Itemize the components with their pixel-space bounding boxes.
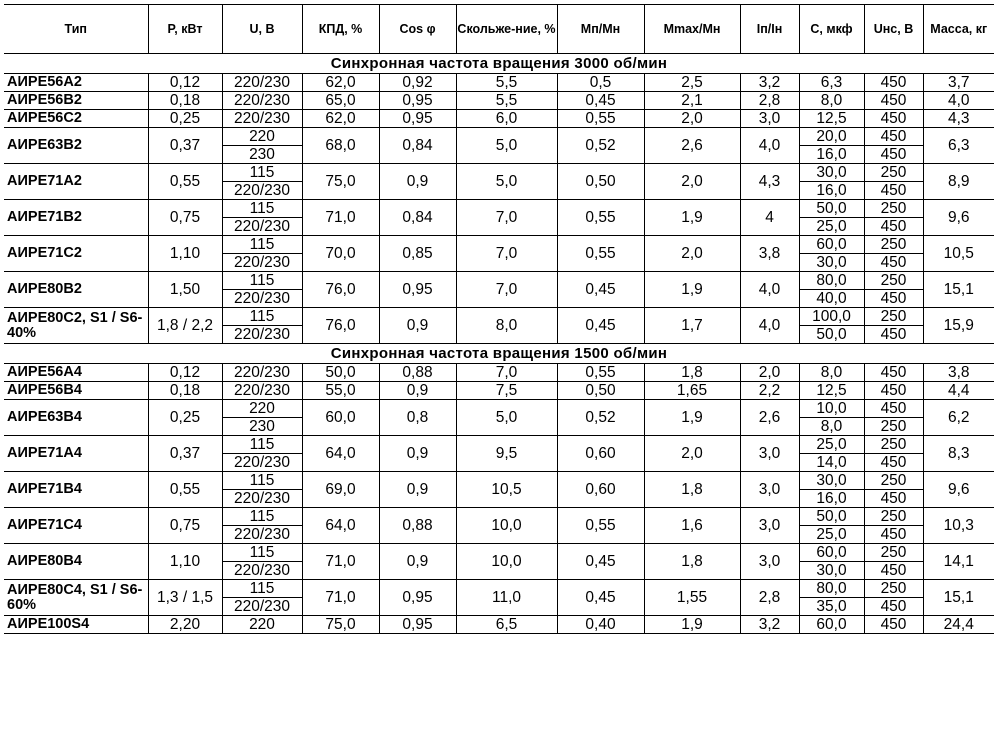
capacitance-value: 60,0 bbox=[799, 544, 864, 562]
mass-value: 10,3 bbox=[923, 508, 994, 544]
max-torque-value: 1,8 bbox=[644, 364, 740, 382]
mass-value: 24,4 bbox=[923, 616, 994, 634]
efficiency-value: 76,0 bbox=[302, 308, 379, 344]
start-current-value: 3,2 bbox=[740, 74, 799, 92]
voltage-value: 220/230 bbox=[222, 454, 302, 472]
capacitance-value: 6,3 bbox=[799, 74, 864, 92]
cap-voltage-value: 450 bbox=[864, 290, 923, 308]
voltage-value: 115 bbox=[222, 580, 302, 598]
start-current-value: 2,2 bbox=[740, 382, 799, 400]
cap-voltage-value: 250 bbox=[864, 580, 923, 598]
voltage-value: 115 bbox=[222, 236, 302, 254]
voltage-value: 220/230 bbox=[222, 254, 302, 272]
slip-value: 8,0 bbox=[456, 308, 557, 344]
capacitance-value: 10,0 bbox=[799, 400, 864, 418]
cap-voltage-value: 250 bbox=[864, 200, 923, 218]
mass-value: 15,9 bbox=[923, 308, 994, 344]
table-row bbox=[4, 164, 994, 182]
start-torque-value: 0,60 bbox=[557, 472, 644, 508]
power-value: 0,12 bbox=[148, 364, 222, 382]
cos-value: 0,9 bbox=[379, 436, 456, 472]
motor-type: АИРЕ56В4 bbox=[4, 382, 148, 400]
motor-type: АИРЕ63В2 bbox=[4, 128, 148, 164]
capacitance-value: 14,0 bbox=[799, 454, 864, 472]
capacitance-value: 30,0 bbox=[799, 164, 864, 182]
voltage-value: 115 bbox=[222, 472, 302, 490]
start-current-value: 2,8 bbox=[740, 92, 799, 110]
table-row bbox=[4, 580, 994, 598]
efficiency-value: 50,0 bbox=[302, 364, 379, 382]
efficiency-value: 75,0 bbox=[302, 616, 379, 634]
max-torque-value: 2,1 bbox=[644, 92, 740, 110]
start-torque-value: 0,45 bbox=[557, 580, 644, 616]
start-current-value: 4,3 bbox=[740, 164, 799, 200]
start-current-value: 3,0 bbox=[740, 472, 799, 508]
start-torque-value: 0,5 bbox=[557, 74, 644, 92]
motor-type: АИРЕ80С4, S1 / S6-60% bbox=[4, 580, 148, 616]
voltage-value: 115 bbox=[222, 272, 302, 290]
slip-value: 7,0 bbox=[456, 364, 557, 382]
cos-value: 0,9 bbox=[379, 308, 456, 344]
power-value: 0,12 bbox=[148, 74, 222, 92]
slip-value: 7,0 bbox=[456, 200, 557, 236]
mass-value: 15,1 bbox=[923, 272, 994, 308]
mass-value: 3,7 bbox=[923, 74, 994, 92]
table-body bbox=[4, 54, 994, 634]
motor-type: АИРЕ71В2 bbox=[4, 200, 148, 236]
cos-value: 0,95 bbox=[379, 110, 456, 128]
slip-value: 6,5 bbox=[456, 616, 557, 634]
start-torque-value: 0,50 bbox=[557, 382, 644, 400]
power-value: 0,37 bbox=[148, 128, 222, 164]
slip-value: 7,5 bbox=[456, 382, 557, 400]
start-current-value: 3,8 bbox=[740, 236, 799, 272]
start-current-value: 2,0 bbox=[740, 364, 799, 382]
max-torque-value: 2,5 bbox=[644, 74, 740, 92]
max-torque-value: 2,0 bbox=[644, 236, 740, 272]
voltage-value: 220/230 bbox=[222, 562, 302, 580]
voltage-value: 220 bbox=[222, 128, 302, 146]
cap-voltage-value: 450 bbox=[864, 598, 923, 616]
table-row bbox=[4, 272, 994, 290]
max-torque-value: 1,9 bbox=[644, 616, 740, 634]
motor-type: АИРЕ56В2 bbox=[4, 92, 148, 110]
mass-value: 8,9 bbox=[923, 164, 994, 200]
voltage-value: 230 bbox=[222, 418, 302, 436]
capacitance-value: 30,0 bbox=[799, 562, 864, 580]
capacitance-value: 80,0 bbox=[799, 272, 864, 290]
motor-type: АИРЕ56А4 bbox=[4, 364, 148, 382]
start-torque-value: 0,45 bbox=[557, 308, 644, 344]
efficiency-value: 64,0 bbox=[302, 436, 379, 472]
table-row bbox=[4, 128, 994, 146]
start-current-value: 4,0 bbox=[740, 128, 799, 164]
cos-value: 0,9 bbox=[379, 544, 456, 580]
cap-voltage-value: 250 bbox=[864, 236, 923, 254]
cos-value: 0,84 bbox=[379, 128, 456, 164]
capacitance-value: 8,0 bbox=[799, 418, 864, 436]
mass-value: 9,6 bbox=[923, 200, 994, 236]
max-torque-value: 1,9 bbox=[644, 272, 740, 308]
power-value: 0,37 bbox=[148, 436, 222, 472]
voltage-value: 220/230 bbox=[222, 326, 302, 344]
max-torque-value: 2,0 bbox=[644, 164, 740, 200]
capacitance-value: 80,0 bbox=[799, 580, 864, 598]
voltage-value: 115 bbox=[222, 200, 302, 218]
header-cap-voltage: Uнс, В bbox=[864, 5, 923, 54]
slip-value: 10,0 bbox=[456, 508, 557, 544]
motor-type: АИРЕ56А2 bbox=[4, 74, 148, 92]
capacitance-value: 50,0 bbox=[799, 508, 864, 526]
start-torque-value: 0,52 bbox=[557, 128, 644, 164]
cos-value: 0,95 bbox=[379, 92, 456, 110]
motor-type: АИРЕ80С2, S1 / S6-40% bbox=[4, 308, 148, 344]
voltage-value: 115 bbox=[222, 164, 302, 182]
efficiency-value: 69,0 bbox=[302, 472, 379, 508]
cap-voltage-value: 450 bbox=[864, 562, 923, 580]
slip-value: 7,0 bbox=[456, 236, 557, 272]
voltage-value: 115 bbox=[222, 436, 302, 454]
cap-voltage-value: 250 bbox=[864, 272, 923, 290]
power-value: 0,55 bbox=[148, 472, 222, 508]
slip-value: 5,0 bbox=[456, 400, 557, 436]
motor-type: АИРЕ71С4 bbox=[4, 508, 148, 544]
motor-type: АИРЕ100S4 bbox=[4, 616, 148, 634]
voltage-value: 220/230 bbox=[222, 74, 302, 92]
cos-value: 0,9 bbox=[379, 164, 456, 200]
cap-voltage-value: 450 bbox=[864, 254, 923, 272]
cap-voltage-value: 250 bbox=[864, 308, 923, 326]
capacitance-value: 30,0 bbox=[799, 472, 864, 490]
cos-value: 0,85 bbox=[379, 236, 456, 272]
slip-value: 11,0 bbox=[456, 580, 557, 616]
table-row bbox=[4, 200, 994, 218]
capacitance-value: 16,0 bbox=[799, 146, 864, 164]
voltage-value: 220/230 bbox=[222, 364, 302, 382]
table-row bbox=[4, 616, 994, 634]
mass-value: 6,2 bbox=[923, 400, 994, 436]
slip-value: 5,0 bbox=[456, 128, 557, 164]
header-efficiency: КПД, % bbox=[302, 5, 379, 54]
mass-value: 8,3 bbox=[923, 436, 994, 472]
capacitance-value: 25,0 bbox=[799, 218, 864, 236]
mass-value: 4,3 bbox=[923, 110, 994, 128]
header-voltage: U, В bbox=[222, 5, 302, 54]
start-current-value: 4,0 bbox=[740, 272, 799, 308]
cos-value: 0,95 bbox=[379, 580, 456, 616]
cap-voltage-value: 450 bbox=[864, 616, 923, 634]
table-row bbox=[4, 74, 994, 92]
start-torque-value: 0,55 bbox=[557, 200, 644, 236]
start-torque-value: 0,55 bbox=[557, 364, 644, 382]
start-torque-value: 0,50 bbox=[557, 164, 644, 200]
cap-voltage-value: 450 bbox=[864, 182, 923, 200]
power-value: 2,20 bbox=[148, 616, 222, 634]
table-row bbox=[4, 110, 994, 128]
motor-specs-table bbox=[4, 4, 994, 634]
power-value: 0,18 bbox=[148, 92, 222, 110]
header-power: P, кВт bbox=[148, 5, 222, 54]
efficiency-value: 65,0 bbox=[302, 92, 379, 110]
max-torque-value: 1,8 bbox=[644, 472, 740, 508]
mass-value: 3,8 bbox=[923, 364, 994, 382]
cap-voltage-value: 450 bbox=[864, 526, 923, 544]
table-row bbox=[4, 364, 994, 382]
start-torque-value: 0,45 bbox=[557, 272, 644, 308]
capacitance-value: 20,0 bbox=[799, 128, 864, 146]
power-value: 1,50 bbox=[148, 272, 222, 308]
cap-voltage-value: 450 bbox=[864, 326, 923, 344]
capacitance-value: 16,0 bbox=[799, 182, 864, 200]
max-torque-value: 1,6 bbox=[644, 508, 740, 544]
mass-value: 9,6 bbox=[923, 472, 994, 508]
motor-type: АИРЕ56С2 bbox=[4, 110, 148, 128]
header-mass: Масса, кг bbox=[923, 5, 994, 54]
capacitance-value: 12,5 bbox=[799, 110, 864, 128]
max-torque-value: 2,0 bbox=[644, 436, 740, 472]
cap-voltage-value: 450 bbox=[864, 92, 923, 110]
start-torque-value: 0,55 bbox=[557, 236, 644, 272]
capacitance-value: 25,0 bbox=[799, 526, 864, 544]
efficiency-value: 75,0 bbox=[302, 164, 379, 200]
table-row bbox=[4, 92, 994, 110]
start-current-value: 4,0 bbox=[740, 308, 799, 344]
power-value: 0,18 bbox=[148, 382, 222, 400]
start-current-value: 2,6 bbox=[740, 400, 799, 436]
capacitance-value: 50,0 bbox=[799, 200, 864, 218]
efficiency-value: 71,0 bbox=[302, 580, 379, 616]
start-torque-value: 0,45 bbox=[557, 92, 644, 110]
motor-type: АИРЕ80В2 bbox=[4, 272, 148, 308]
header-slip: Скольже-ние, % bbox=[456, 5, 557, 54]
voltage-value: 220 bbox=[222, 400, 302, 418]
capacitance-value: 25,0 bbox=[799, 436, 864, 454]
cap-voltage-value: 450 bbox=[864, 454, 923, 472]
cap-voltage-value: 450 bbox=[864, 490, 923, 508]
cos-value: 0,95 bbox=[379, 272, 456, 308]
table-row bbox=[4, 544, 994, 562]
slip-value: 6,0 bbox=[456, 110, 557, 128]
start-torque-value: 0,45 bbox=[557, 544, 644, 580]
mass-value: 6,3 bbox=[923, 128, 994, 164]
max-torque-value: 2,0 bbox=[644, 110, 740, 128]
start-current-value: 3,0 bbox=[740, 110, 799, 128]
cos-value: 0,88 bbox=[379, 364, 456, 382]
cap-voltage-value: 250 bbox=[864, 544, 923, 562]
max-torque-value: 2,6 bbox=[644, 128, 740, 164]
voltage-value: 220/230 bbox=[222, 598, 302, 616]
power-value: 1,10 bbox=[148, 544, 222, 580]
capacitance-value: 16,0 bbox=[799, 490, 864, 508]
motor-type: АИРЕ71А4 bbox=[4, 436, 148, 472]
header-capacitance: C, мкф bbox=[799, 5, 864, 54]
efficiency-value: 71,0 bbox=[302, 544, 379, 580]
section-title: Синхронная частота вращения 3000 об/мин bbox=[4, 54, 994, 74]
cos-value: 0,9 bbox=[379, 382, 456, 400]
start-current-value: 4 bbox=[740, 200, 799, 236]
table-row bbox=[4, 472, 994, 490]
motor-type: АИРЕ71В4 bbox=[4, 472, 148, 508]
efficiency-value: 62,0 bbox=[302, 74, 379, 92]
start-torque-value: 0,52 bbox=[557, 400, 644, 436]
motor-type: АИРЕ71С2 bbox=[4, 236, 148, 272]
efficiency-value: 71,0 bbox=[302, 200, 379, 236]
voltage-value: 220/230 bbox=[222, 92, 302, 110]
efficiency-value: 76,0 bbox=[302, 272, 379, 308]
voltage-value: 220/230 bbox=[222, 290, 302, 308]
slip-value: 7,0 bbox=[456, 272, 557, 308]
mass-value: 15,1 bbox=[923, 580, 994, 616]
cap-voltage-value: 250 bbox=[864, 472, 923, 490]
table-row bbox=[4, 508, 994, 526]
header-start-current: Iп/Iн bbox=[740, 5, 799, 54]
header-max-torque: Mmax/Mн bbox=[644, 5, 740, 54]
cap-voltage-value: 250 bbox=[864, 164, 923, 182]
efficiency-value: 62,0 bbox=[302, 110, 379, 128]
header-type: Тип bbox=[4, 5, 148, 54]
start-current-value: 3,0 bbox=[740, 508, 799, 544]
cap-voltage-value: 450 bbox=[864, 400, 923, 418]
capacitance-value: 35,0 bbox=[799, 598, 864, 616]
mass-value: 10,5 bbox=[923, 236, 994, 272]
cap-voltage-value: 450 bbox=[864, 382, 923, 400]
cap-voltage-value: 250 bbox=[864, 508, 923, 526]
slip-value: 5,5 bbox=[456, 92, 557, 110]
cos-value: 0,95 bbox=[379, 616, 456, 634]
cap-voltage-value: 450 bbox=[864, 146, 923, 164]
capacitance-value: 40,0 bbox=[799, 290, 864, 308]
max-torque-value: 1,65 bbox=[644, 382, 740, 400]
start-current-value: 3,0 bbox=[740, 544, 799, 580]
power-value: 1,8 / 2,2 bbox=[148, 308, 222, 344]
cap-voltage-value: 250 bbox=[864, 436, 923, 454]
motor-type: АИРЕ71А2 bbox=[4, 164, 148, 200]
start-torque-value: 0,60 bbox=[557, 436, 644, 472]
power-value: 0,75 bbox=[148, 508, 222, 544]
power-value: 0,25 bbox=[148, 110, 222, 128]
slip-value: 5,5 bbox=[456, 74, 557, 92]
capacitance-value: 8,0 bbox=[799, 92, 864, 110]
cap-voltage-value: 450 bbox=[864, 218, 923, 236]
header-cos: Cos φ bbox=[379, 5, 456, 54]
slip-value: 10,0 bbox=[456, 544, 557, 580]
slip-value: 5,0 bbox=[456, 164, 557, 200]
section-title: Синхронная частота вращения 1500 об/мин bbox=[4, 344, 994, 364]
capacitance-value: 60,0 bbox=[799, 616, 864, 634]
voltage-value: 220/230 bbox=[222, 182, 302, 200]
mass-value: 14,1 bbox=[923, 544, 994, 580]
efficiency-value: 55,0 bbox=[302, 382, 379, 400]
cos-value: 0,84 bbox=[379, 200, 456, 236]
start-current-value: 3,2 bbox=[740, 616, 799, 634]
max-torque-value: 1,9 bbox=[644, 400, 740, 436]
capacitance-value: 12,5 bbox=[799, 382, 864, 400]
max-torque-value: 1,55 bbox=[644, 580, 740, 616]
section-row bbox=[4, 344, 994, 364]
max-torque-value: 1,7 bbox=[644, 308, 740, 344]
power-value: 0,55 bbox=[148, 164, 222, 200]
cos-value: 0,9 bbox=[379, 472, 456, 508]
table-row bbox=[4, 382, 994, 400]
voltage-value: 220/230 bbox=[222, 382, 302, 400]
cap-voltage-value: 450 bbox=[864, 74, 923, 92]
cap-voltage-value: 450 bbox=[864, 128, 923, 146]
power-value: 1,10 bbox=[148, 236, 222, 272]
start-torque-value: 0,40 bbox=[557, 616, 644, 634]
header-start-torque: Mп/Mн bbox=[557, 5, 644, 54]
capacitance-value: 30,0 bbox=[799, 254, 864, 272]
start-torque-value: 0,55 bbox=[557, 110, 644, 128]
max-torque-value: 1,9 bbox=[644, 200, 740, 236]
mass-value: 4,4 bbox=[923, 382, 994, 400]
slip-value: 10,5 bbox=[456, 472, 557, 508]
start-current-value: 2,8 bbox=[740, 580, 799, 616]
voltage-value: 115 bbox=[222, 544, 302, 562]
table-row bbox=[4, 400, 994, 418]
voltage-value: 115 bbox=[222, 308, 302, 326]
start-current-value: 3,0 bbox=[740, 436, 799, 472]
table-row bbox=[4, 308, 994, 326]
efficiency-value: 70,0 bbox=[302, 236, 379, 272]
mass-value: 4,0 bbox=[923, 92, 994, 110]
capacitance-value: 50,0 bbox=[799, 326, 864, 344]
efficiency-value: 60,0 bbox=[302, 400, 379, 436]
section-row bbox=[4, 54, 994, 74]
voltage-value: 220/230 bbox=[222, 110, 302, 128]
cap-voltage-value: 450 bbox=[864, 110, 923, 128]
table-header bbox=[4, 5, 994, 54]
power-value: 0,75 bbox=[148, 200, 222, 236]
cos-value: 0,92 bbox=[379, 74, 456, 92]
motor-type: АИРЕ63В4 bbox=[4, 400, 148, 436]
voltage-value: 230 bbox=[222, 146, 302, 164]
start-torque-value: 0,55 bbox=[557, 508, 644, 544]
power-value: 1,3 / 1,5 bbox=[148, 580, 222, 616]
max-torque-value: 1,8 bbox=[644, 544, 740, 580]
table-row bbox=[4, 236, 994, 254]
cap-voltage-value: 450 bbox=[864, 364, 923, 382]
cap-voltage-value: 250 bbox=[864, 418, 923, 436]
voltage-value: 220/230 bbox=[222, 218, 302, 236]
efficiency-value: 68,0 bbox=[302, 128, 379, 164]
efficiency-value: 64,0 bbox=[302, 508, 379, 544]
cos-value: 0,88 bbox=[379, 508, 456, 544]
capacitance-value: 60,0 bbox=[799, 236, 864, 254]
cos-value: 0,8 bbox=[379, 400, 456, 436]
capacitance-value: 8,0 bbox=[799, 364, 864, 382]
voltage-value: 115 bbox=[222, 508, 302, 526]
slip-value: 9,5 bbox=[456, 436, 557, 472]
voltage-value: 220/230 bbox=[222, 490, 302, 508]
power-value: 0,25 bbox=[148, 400, 222, 436]
voltage-value: 220/230 bbox=[222, 526, 302, 544]
capacitance-value: 100,0 bbox=[799, 308, 864, 326]
motor-type: АИРЕ80В4 bbox=[4, 544, 148, 580]
table-row bbox=[4, 436, 994, 454]
voltage-value: 220 bbox=[222, 616, 302, 634]
